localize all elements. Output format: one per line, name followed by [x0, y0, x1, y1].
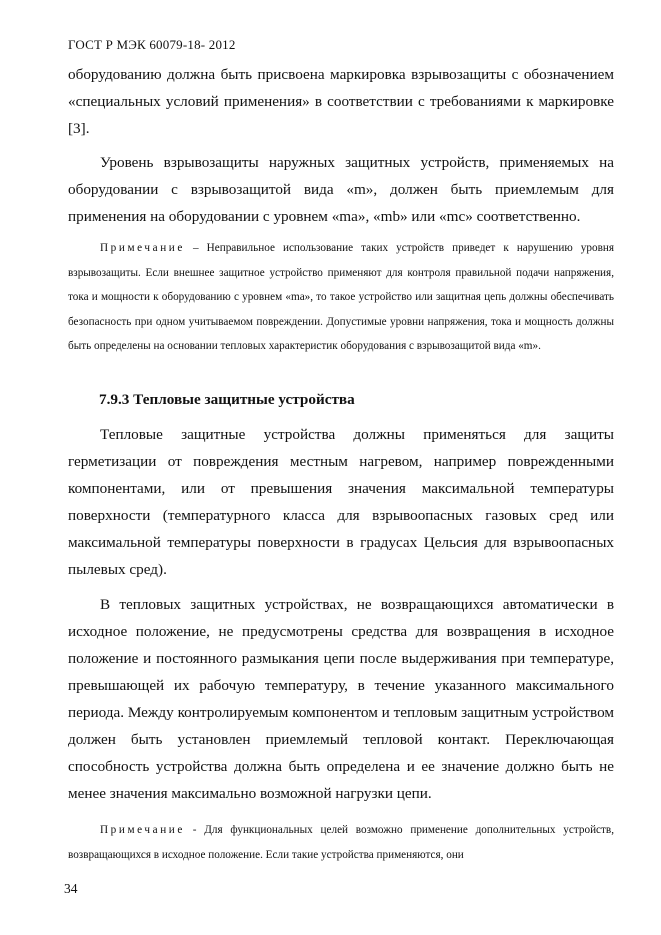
paragraph-marking [68, 61, 614, 142]
note-label: Примечание [100, 824, 185, 836]
note-functional-devices [68, 818, 614, 867]
paragraph-protection-level [68, 149, 614, 230]
note-incorrect-use [68, 236, 614, 359]
paragraph-non-resetting [68, 591, 614, 807]
note-text: - Для функциональных целей возможно применение дополнительных устройств, возвращающихся в исходное положение. Если такие устройства применяются, они [68, 824, 614, 861]
paragraph-text: В тепловых защитных устройствах, не возвращающихся автоматически в исходное положение, не предусмотрены средства для возвращения в исходное положение и постоянного размыкания цепи после выдерживания при температуре, превышающей их рабочую температуру, в течение указанного максимального периода. Между контролируемым компонентом и тепловым защитным устройством должен быть установлен приемлемый тепловой контакт. Переключающая способность устройства должна быть определена и ее значение должно быть не менее значения максимально возможной нагрузки цепи. [68, 596, 614, 802]
note-paragraph [68, 818, 614, 867]
note-text: – Неправильное использование таких устройств приведет к нарушению уровня взрывозащиты. Если внешнее защитное устройство применяют для контроля правильной подачи напряжения, тока и мощности к оборудованию с уровнем «ma», то такое устройство или защитная цепь должны обеспечивать безопасность при одном учитываемом повреждении. Допустимые уровни напряжения, тока и мощность должны быть определены на основании тепловых характеристик оборудования с взрывозащитой вида «m». [68, 242, 614, 352]
paragraph-text: Тепловые защитные устройства должны применяться для защиты герметизации от повреждения местным нагревом, например поврежденными компонентами, или от превышения значения максимальной температуры поверхности (температурного класса для взрывоопасных газовых сред или максимальной температуры поверхности в градусах Цельсия для взрывоопасных пылевых сред). [68, 426, 614, 578]
paragraph-text: Уровень взрывозащиты наружных защитных устройств, применяемых на оборудовании с взрывозащитой вида «m», должен быть приемлемым для применения на оборудовании с уровнем «ma», «mb» или «mc» соответственно. [68, 154, 614, 225]
paragraph-thermal-devices [68, 421, 614, 583]
note-label: Примечание [100, 242, 185, 254]
page-number: 34 [64, 881, 78, 896]
paragraph-text: оборудованию должна быть присвоена маркировка взрывозащиты с обозначением «специальных условий применения» в соответствии с требованиями к маркировке [3]. [68, 66, 614, 137]
section-heading: 7.9.3 Тепловые защитные устройства [99, 391, 355, 408]
standard-header: ГОСТ Р МЭК 60079-18- 2012 [68, 37, 236, 52]
note-paragraph [68, 236, 614, 359]
